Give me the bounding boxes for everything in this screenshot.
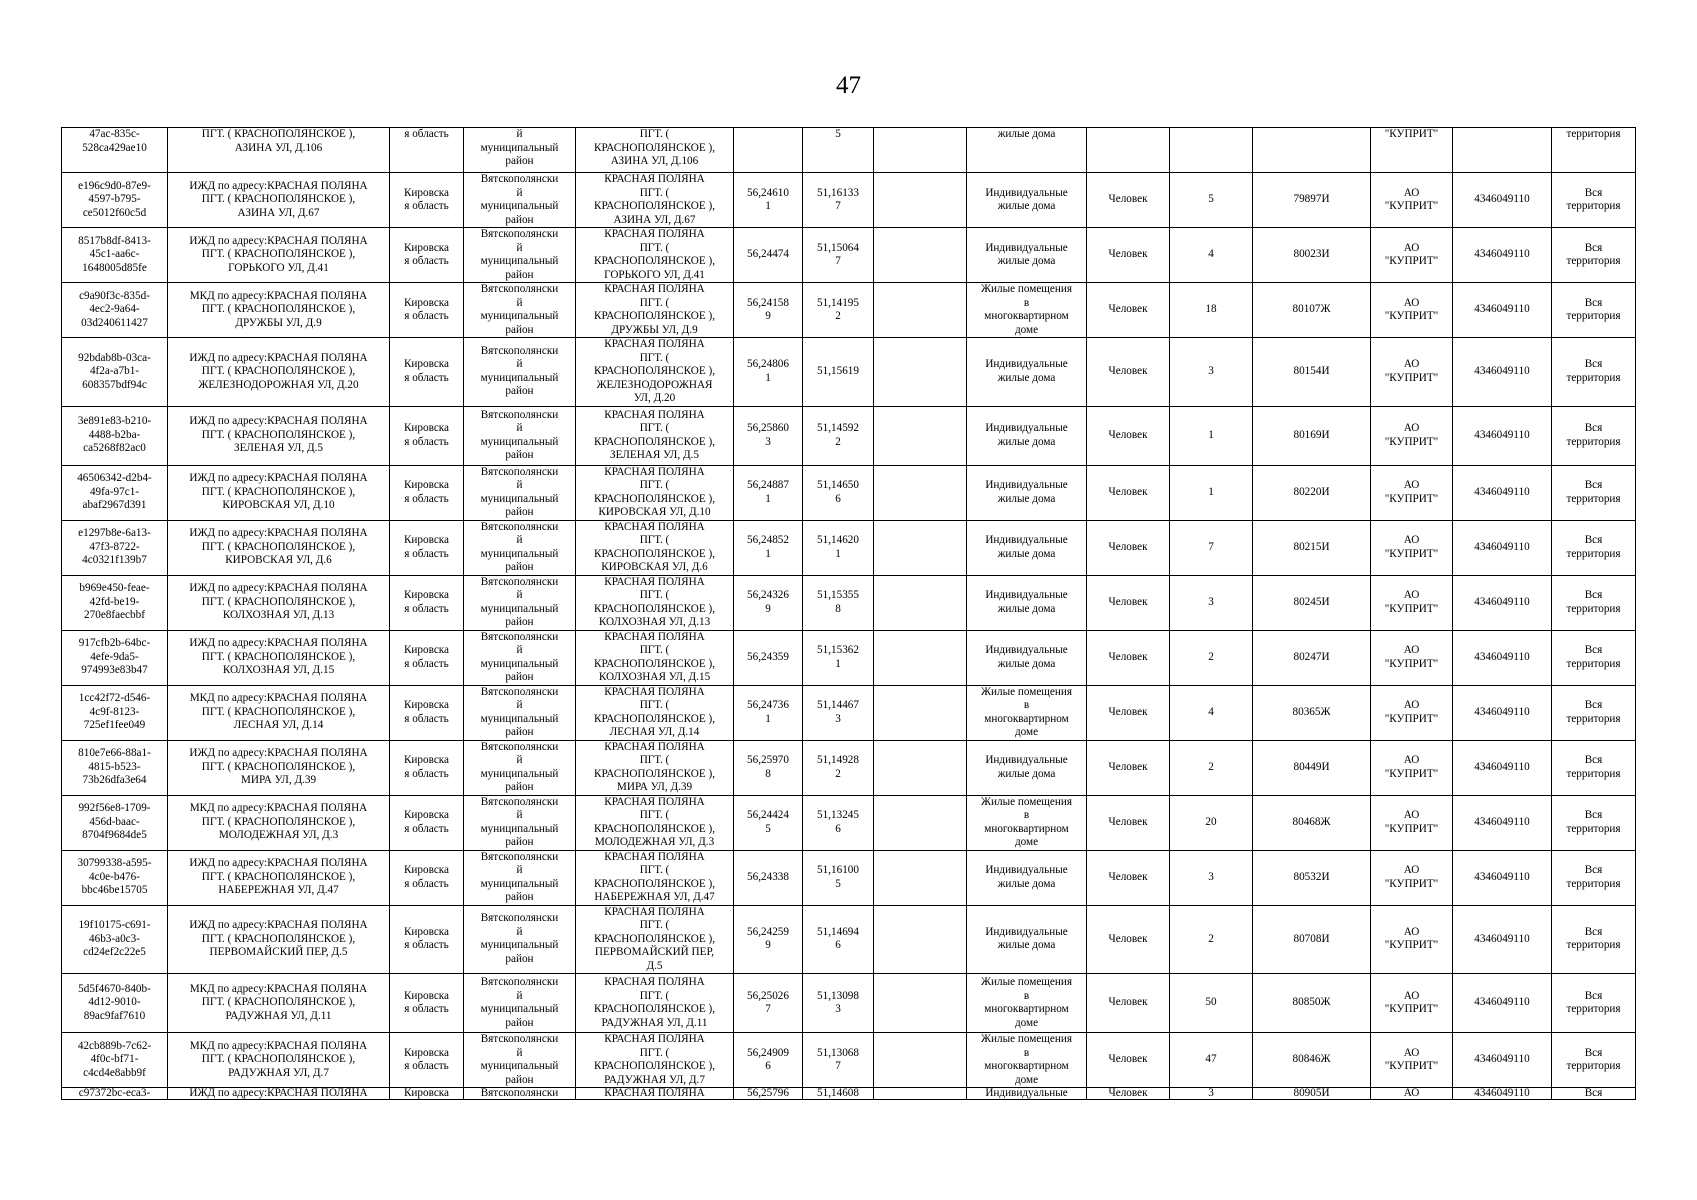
cell-inn: 4346049110 <box>1453 520 1552 575</box>
cell-territory: Вся территория <box>1552 740 1636 795</box>
cell-territory: Вся территория <box>1552 795 1636 850</box>
cell-code: 80220И <box>1253 465 1371 520</box>
cell-organization: АО "КУПРИТ" <box>1371 795 1453 850</box>
cell-count: 20 <box>1170 795 1253 850</box>
cell-address: КРАСНАЯ ПОЛЯНА ПГТ. ( КРАСНОПОЛЯНСКОЕ ), ЖЕЛЕЗНОДОРОЖНАЯ УЛ, Д.20 <box>576 338 734 407</box>
cell-region: Кировска я область <box>390 465 464 520</box>
cell-blank <box>874 1033 967 1088</box>
cell-address: КРАСНАЯ ПОЛЯНА <box>576 1088 734 1100</box>
cell-district: Вятскополянски й муниципальный район <box>464 283 576 338</box>
cell-region: Кировска я область <box>390 338 464 407</box>
cell-unit: Человек <box>1087 406 1170 465</box>
table-row <box>62 406 1636 465</box>
cell-object-type: жилые дома <box>967 128 1087 173</box>
cell-longitude: 51,13068 7 <box>803 1033 874 1088</box>
cell-blank <box>874 850 967 905</box>
cell-count: 2 <box>1170 630 1253 685</box>
cell-longitude: 51,16133 7 <box>803 173 874 228</box>
cell-organization: АО "КУПРИТ" <box>1371 740 1453 795</box>
cell-organization: АО "КУПРИТ" <box>1371 575 1453 630</box>
cell-inn: 4346049110 <box>1453 173 1552 228</box>
table-row <box>62 795 1636 850</box>
cell-record-id: e196c9d0-87e9- 4597-b795- ce5012f60c5d <box>62 173 168 228</box>
cell-blank <box>874 283 967 338</box>
table-row <box>62 1033 1636 1088</box>
table-row <box>62 228 1636 283</box>
cell-unit: Человек <box>1087 795 1170 850</box>
cell-code <box>1253 128 1371 173</box>
cell-latitude: 56,24610 1 <box>734 173 803 228</box>
cell-count: 1 <box>1170 406 1253 465</box>
cell-inn: 4346049110 <box>1453 685 1552 740</box>
cell-territory: Вся территория <box>1552 905 1636 974</box>
cell-latitude: 56,24158 9 <box>734 283 803 338</box>
cell-object-name: МКД по адресу:КРАСНАЯ ПОЛЯНА ПГТ. ( КРАСНОПОЛЯНСКОЕ ), ДРУЖБЫ УЛ, Д.9 <box>168 283 390 338</box>
cell-territory: Вся территория <box>1552 630 1636 685</box>
cell-record-id: 992f56e8-1709- 456d-baac- 8704f9684de5 <box>62 795 168 850</box>
cell-territory: Вся территория <box>1552 338 1636 407</box>
cell-blank <box>874 128 967 173</box>
cell-territory: Вся территория <box>1552 465 1636 520</box>
cell-object-name: ИЖД по адресу:КРАСНАЯ ПОЛЯНА ПГТ. ( КРАСНОПОЛЯНСКОЕ ), КОЛХОЗНАЯ УЛ, Д.13 <box>168 575 390 630</box>
cell-code: 80169И <box>1253 406 1371 465</box>
cell-longitude: 51,14195 2 <box>803 283 874 338</box>
cell-unit: Человек <box>1087 1033 1170 1088</box>
cell-unit: Человек <box>1087 1088 1170 1100</box>
cell-inn: 4346049110 <box>1453 740 1552 795</box>
cell-blank <box>874 974 967 1033</box>
cell-latitude: 56,24736 1 <box>734 685 803 740</box>
table-row <box>62 740 1636 795</box>
cell-district: Вятскополянски й муниципальный район <box>464 1033 576 1088</box>
cell-object-name: МКД по адресу:КРАСНАЯ ПОЛЯНА ПГТ. ( КРАСНОПОЛЯНСКОЕ ), ЛЕСНАЯ УЛ, Д.14 <box>168 685 390 740</box>
cell-object-type: Жилые помещения в многоквартирном доме <box>967 283 1087 338</box>
cell-address: КРАСНАЯ ПОЛЯНА ПГТ. ( КРАСНОПОЛЯНСКОЕ ), ЗЕЛЕНАЯ УЛ, Д.5 <box>576 406 734 465</box>
cell-latitude: 56,24359 <box>734 630 803 685</box>
cell-object-type: Индивидуальные жилые дома <box>967 630 1087 685</box>
cell-region: Кировска я область <box>390 520 464 575</box>
cell-code: 80365Ж <box>1253 685 1371 740</box>
cell-inn: 4346049110 <box>1453 283 1552 338</box>
cell-territory: Вся территория <box>1552 283 1636 338</box>
cell-object-name: ИЖД по адресу:КРАСНАЯ ПОЛЯНА ПГТ. ( КРАСНОПОЛЯНСКОЕ ), ГОРЬКОГО УЛ, Д.41 <box>168 228 390 283</box>
cell-blank <box>874 520 967 575</box>
cell-record-id: b969e450-feae- 42fd-be19- 270e8faecbbf <box>62 575 168 630</box>
cell-count: 3 <box>1170 1088 1253 1100</box>
cell-unit: Человек <box>1087 283 1170 338</box>
cell-address: КРАСНАЯ ПОЛЯНА ПГТ. ( КРАСНОПОЛЯНСКОЕ ), НАБЕРЕЖНАЯ УЛ, Д.47 <box>576 850 734 905</box>
page-number: 47 <box>836 72 861 99</box>
cell-inn: 4346049110 <box>1453 1088 1552 1100</box>
cell-territory: Вся <box>1552 1088 1636 1100</box>
cell-object-name: ИЖД по адресу:КРАСНАЯ ПОЛЯНА ПГТ. ( КРАСНОПОЛЯНСКОЕ ), КИРОВСКАЯ УЛ, Д.6 <box>168 520 390 575</box>
cell-unit: Человек <box>1087 630 1170 685</box>
cell-object-name: ИЖД по адресу:КРАСНАЯ ПОЛЯНА ПГТ. ( КРАСНОПОЛЯНСКОЕ ), КОЛХОЗНАЯ УЛ, Д.15 <box>168 630 390 685</box>
cell-count: 18 <box>1170 283 1253 338</box>
cell-organization: АО "КУПРИТ" <box>1371 406 1453 465</box>
cell-region: Кировска я область <box>390 685 464 740</box>
cell-object-name: ИЖД по адресу:КРАСНАЯ ПОЛЯНА ПГТ. ( КРАСНОПОЛЯНСКОЕ ), АЗИНА УЛ, Д.67 <box>168 173 390 228</box>
cell-organization: АО "КУПРИТ" <box>1371 850 1453 905</box>
cell-organization: АО "КУПРИТ" <box>1371 1033 1453 1088</box>
cell-object-name: ПГТ. ( КРАСНОПОЛЯНСКОЕ ), АЗИНА УЛ, Д.106 <box>168 128 390 173</box>
table-row <box>62 173 1636 228</box>
cell-address: КРАСНАЯ ПОЛЯНА ПГТ. ( КРАСНОПОЛЯНСКОЕ ), ЛЕСНАЯ УЛ, Д.14 <box>576 685 734 740</box>
cell-count <box>1170 128 1253 173</box>
cell-count: 4 <box>1170 685 1253 740</box>
cell-count: 50 <box>1170 974 1253 1033</box>
cell-blank <box>874 228 967 283</box>
cell-blank <box>874 465 967 520</box>
table-row <box>62 283 1636 338</box>
cell-unit: Человек <box>1087 850 1170 905</box>
cell-inn: 4346049110 <box>1453 406 1552 465</box>
cell-unit: Человек <box>1087 974 1170 1033</box>
cell-object-type: Жилые помещения в многоквартирном доме <box>967 1033 1087 1088</box>
cell-organization: АО "КУПРИТ" <box>1371 465 1453 520</box>
cell-record-id: 810e7e66-88a1- 4815-b523- 73b26dfa3e64 <box>62 740 168 795</box>
cell-object-type: Жилые помещения в многоквартирном доме <box>967 685 1087 740</box>
cell-blank <box>874 685 967 740</box>
cell-address: КРАСНАЯ ПОЛЯНА ПГТ. ( КРАСНОПОЛЯНСКОЕ ), ГОРЬКОГО УЛ, Д.41 <box>576 228 734 283</box>
cell-district: Вятскополянски й муниципальный район <box>464 850 576 905</box>
cell-record-id: c9a90f3c-835d- 4ec2-9a64- 03d240611427 <box>62 283 168 338</box>
cell-unit: Человек <box>1087 173 1170 228</box>
cell-region: Кировска я область <box>390 1033 464 1088</box>
cell-object-type: Индивидуальные жилые дома <box>967 850 1087 905</box>
table-row <box>62 630 1636 685</box>
cell-record-id: 917cfb2b-64bc- 4efe-9da5- 974993e83b47 <box>62 630 168 685</box>
cell-count: 3 <box>1170 575 1253 630</box>
cell-region: Кировска я область <box>390 905 464 974</box>
cell-blank <box>874 173 967 228</box>
cell-inn: 4346049110 <box>1453 905 1552 974</box>
cell-district: Вятскополянски й муниципальный район <box>464 905 576 974</box>
cell-address: КРАСНАЯ ПОЛЯНА ПГТ. ( КРАСНОПОЛЯНСКОЕ ), КОЛХОЗНАЯ УЛ, Д.15 <box>576 630 734 685</box>
cell-blank <box>874 575 967 630</box>
cell-longitude: 51,15064 7 <box>803 228 874 283</box>
cell-record-id: 19f10175-c691- 46b3-a0c3- cd24ef2c22e5 <box>62 905 168 974</box>
cell-district: Вятскополянски й муниципальный район <box>464 338 576 407</box>
cell-object-name: ИЖД по адресу:КРАСНАЯ ПОЛЯНА <box>168 1088 390 1100</box>
cell-region: Кировска <box>390 1088 464 1100</box>
cell-latitude: 56,24806 1 <box>734 338 803 407</box>
cell-object-type: Индивидуальные жилые дома <box>967 406 1087 465</box>
cell-latitude: 56,25026 7 <box>734 974 803 1033</box>
cell-territory: Вся территория <box>1552 173 1636 228</box>
cell-record-id: 42cb889b-7c62- 4f0c-bf71- c4cd4e8abb9f <box>62 1033 168 1088</box>
cell-address: КРАСНАЯ ПОЛЯНА ПГТ. ( КРАСНОПОЛЯНСКОЕ ), МИРА УЛ, Д.39 <box>576 740 734 795</box>
cell-district: Вятскополянски й муниципальный район <box>464 575 576 630</box>
cell-longitude: 51,15355 8 <box>803 575 874 630</box>
cell-organization: АО "КУПРИТ" <box>1371 905 1453 974</box>
cell-region: Кировска я область <box>390 795 464 850</box>
cell-count: 47 <box>1170 1033 1253 1088</box>
table-row-partial-top <box>62 128 1636 173</box>
table-row <box>62 685 1636 740</box>
table-row <box>62 974 1636 1033</box>
cell-territory: Вся территория <box>1552 406 1636 465</box>
cell-organization: АО "КУПРИТ" <box>1371 173 1453 228</box>
cell-unit: Человек <box>1087 465 1170 520</box>
cell-latitude: 56,24326 9 <box>734 575 803 630</box>
cell-code: 80107Ж <box>1253 283 1371 338</box>
cell-object-type: Индивидуальные жилые дома <box>967 465 1087 520</box>
cell-territory: Вся территория <box>1552 685 1636 740</box>
cell-region: Кировска я область <box>390 850 464 905</box>
cell-inn: 4346049110 <box>1453 850 1552 905</box>
cell-region: Кировска я область <box>390 173 464 228</box>
cell-record-id: 47ac-835c- 528ca429ae10 <box>62 128 168 173</box>
cell-code: 80023И <box>1253 228 1371 283</box>
cell-district: й муниципальный район <box>464 128 576 173</box>
cell-region: Кировска я область <box>390 974 464 1033</box>
cell-region: Кировска я область <box>390 283 464 338</box>
cell-address: КРАСНАЯ ПОЛЯНА ПГТ. ( КРАСНОПОЛЯНСКОЕ ), КИРОВСКАЯ УЛ, Д.10 <box>576 465 734 520</box>
cell-code: 80846Ж <box>1253 1033 1371 1088</box>
cell-object-type: Индивидуальные жилые дома <box>967 173 1087 228</box>
cell-count: 3 <box>1170 850 1253 905</box>
cell-record-id: 1cc42f72-d546- 4c9f-8123- 725ef1fee049 <box>62 685 168 740</box>
cell-organization: АО "КУПРИТ" <box>1371 283 1453 338</box>
cell-blank <box>874 338 967 407</box>
cell-blank <box>874 740 967 795</box>
cell-address: КРАСНАЯ ПОЛЯНА ПГТ. ( КРАСНОПОЛЯНСКОЕ ), КОЛХОЗНАЯ УЛ, Д.13 <box>576 575 734 630</box>
table-row <box>62 850 1636 905</box>
cell-organization: АО "КУПРИТ" <box>1371 520 1453 575</box>
cell-object-name: ИЖД по адресу:КРАСНАЯ ПОЛЯНА ПГТ. ( КРАСНОПОЛЯНСКОЕ ), ПЕРВОМАЙСКИЙ ПЕР, Д.5 <box>168 905 390 974</box>
cell-latitude: 56,25860 3 <box>734 406 803 465</box>
cell-district: Вятскополянски й муниципальный район <box>464 228 576 283</box>
cell-district: Вятскополянски й муниципальный район <box>464 520 576 575</box>
cell-record-id: 46506342-d2b4- 49fa-97c1- abaf2967d391 <box>62 465 168 520</box>
cell-object-type: Жилые помещения в многоквартирном доме <box>967 795 1087 850</box>
cell-count: 2 <box>1170 905 1253 974</box>
cell-record-id: 8517b8df-8413- 45c1-aa6c- 1648005d85fe <box>62 228 168 283</box>
cell-code: 79897И <box>1253 173 1371 228</box>
cell-organization: "КУПРИТ" <box>1371 128 1453 173</box>
cell-territory: Вся территория <box>1552 228 1636 283</box>
cell-latitude: 56,24887 1 <box>734 465 803 520</box>
cell-organization: АО <box>1371 1088 1453 1100</box>
cell-inn: 4346049110 <box>1453 974 1552 1033</box>
cell-inn: 4346049110 <box>1453 630 1552 685</box>
cell-longitude: 51,16100 5 <box>803 850 874 905</box>
cell-unit: Человек <box>1087 228 1170 283</box>
cell-object-type: Индивидуальные жилые дома <box>967 905 1087 974</box>
cell-region: Кировска я область <box>390 575 464 630</box>
cell-organization: АО "КУПРИТ" <box>1371 630 1453 685</box>
cell-object-name: МКД по адресу:КРАСНАЯ ПОЛЯНА ПГТ. ( КРАСНОПОЛЯНСКОЕ ), РАДУЖНАЯ УЛ, Д.11 <box>168 974 390 1033</box>
cell-address: КРАСНАЯ ПОЛЯНА ПГТ. ( КРАСНОПОЛЯНСКОЕ ), ПЕРВОМАЙСКИЙ ПЕР, Д.5 <box>576 905 734 974</box>
cell-latitude: 56,25970 8 <box>734 740 803 795</box>
cell-address: КРАСНАЯ ПОЛЯНА ПГТ. ( КРАСНОПОЛЯНСКОЕ ), АЗИНА УЛ, Д.67 <box>576 173 734 228</box>
cell-organization: АО "КУПРИТ" <box>1371 338 1453 407</box>
cell-record-id: 3e891e83-b210- 4488-b2ba- ca5268f82ac0 <box>62 406 168 465</box>
cell-district: Вятскополянски й муниципальный район <box>464 740 576 795</box>
cell-latitude: 56,24338 <box>734 850 803 905</box>
cell-region: Кировска я область <box>390 630 464 685</box>
cell-territory: Вся территория <box>1552 1033 1636 1088</box>
cell-longitude: 51,14620 1 <box>803 520 874 575</box>
cell-count: 7 <box>1170 520 1253 575</box>
cell-latitude: 56,25796 <box>734 1088 803 1100</box>
cell-territory: Вся территория <box>1552 520 1636 575</box>
cell-unit <box>1087 128 1170 173</box>
cell-unit: Человек <box>1087 740 1170 795</box>
cell-count: 1 <box>1170 465 1253 520</box>
cell-code: 80245И <box>1253 575 1371 630</box>
cell-object-name: МКД по адресу:КРАСНАЯ ПОЛЯНА ПГТ. ( КРАСНОПОЛЯНСКОЕ ), РАДУЖНАЯ УЛ, Д.7 <box>168 1033 390 1088</box>
cell-inn: 4346049110 <box>1453 228 1552 283</box>
cell-region: Кировска я область <box>390 406 464 465</box>
cell-longitude: 5 <box>803 128 874 173</box>
cell-territory: Вся территория <box>1552 575 1636 630</box>
cell-unit: Человек <box>1087 905 1170 974</box>
table-row <box>62 520 1636 575</box>
cell-longitude: 51,14592 2 <box>803 406 874 465</box>
cell-district: Вятскополянски й муниципальный район <box>464 173 576 228</box>
cell-object-name: ИЖД по адресу:КРАСНАЯ ПОЛЯНА ПГТ. ( КРАСНОПОЛЯНСКОЕ ), МИРА УЛ, Д.39 <box>168 740 390 795</box>
cell-code: 80247И <box>1253 630 1371 685</box>
cell-record-id: 92bdab8b-03ca- 4f2a-a7b1- 608357bdf94c <box>62 338 168 407</box>
table-row <box>62 905 1636 974</box>
cell-unit: Человек <box>1087 338 1170 407</box>
cell-longitude: 51,14467 3 <box>803 685 874 740</box>
cell-latitude: 56,24852 1 <box>734 520 803 575</box>
cell-code: 80850Ж <box>1253 974 1371 1033</box>
cell-territory: территория <box>1552 128 1636 173</box>
cell-organization: АО "КУПРИТ" <box>1371 228 1453 283</box>
cell-longitude: 51,13098 3 <box>803 974 874 1033</box>
cell-region: я область <box>390 128 464 173</box>
registry-table <box>61 127 1636 1100</box>
cell-object-name: ИЖД по адресу:КРАСНАЯ ПОЛЯНА ПГТ. ( КРАСНОПОЛЯНСКОЕ ), КИРОВСКАЯ УЛ, Д.10 <box>168 465 390 520</box>
cell-longitude: 51,15619 <box>803 338 874 407</box>
cell-latitude: 56,24259 9 <box>734 905 803 974</box>
cell-organization: АО "КУПРИТ" <box>1371 685 1453 740</box>
cell-count: 3 <box>1170 338 1253 407</box>
cell-region: Кировска я область <box>390 740 464 795</box>
cell-object-name: МКД по адресу:КРАСНАЯ ПОЛЯНА ПГТ. ( КРАСНОПОЛЯНСКОЕ ), МОЛОДЕЖНАЯ УЛ, Д.3 <box>168 795 390 850</box>
cell-inn: 4346049110 <box>1453 465 1552 520</box>
cell-blank <box>874 1088 967 1100</box>
cell-code: 80154И <box>1253 338 1371 407</box>
cell-district: Вятскополянски й муниципальный район <box>464 795 576 850</box>
cell-object-type: Индивидуальные жилые дома <box>967 740 1087 795</box>
cell-latitude <box>734 128 803 173</box>
cell-inn: 4346049110 <box>1453 575 1552 630</box>
cell-inn: 4346049110 <box>1453 1033 1552 1088</box>
cell-address: КРАСНАЯ ПОЛЯНА ПГТ. ( КРАСНОПОЛЯНСКОЕ ), МОЛОДЕЖНАЯ УЛ, Д.3 <box>576 795 734 850</box>
cell-count: 5 <box>1170 173 1253 228</box>
cell-blank <box>874 795 967 850</box>
cell-longitude: 51,14608 <box>803 1088 874 1100</box>
cell-object-name: ИЖД по адресу:КРАСНАЯ ПОЛЯНА ПГТ. ( КРАСНОПОЛЯНСКОЕ ), ЖЕЛЕЗНОДОРОЖНАЯ УЛ, Д.20 <box>168 338 390 407</box>
cell-address: КРАСНАЯ ПОЛЯНА ПГТ. ( КРАСНОПОЛЯНСКОЕ ), ДРУЖБЫ УЛ, Д.9 <box>576 283 734 338</box>
cell-unit: Человек <box>1087 685 1170 740</box>
cell-address: ПГТ. ( КРАСНОПОЛЯНСКОЕ ), АЗИНА УЛ, Д.106 <box>576 128 734 173</box>
cell-longitude: 51,13245 6 <box>803 795 874 850</box>
cell-object-type: Индивидуальные жилые дома <box>967 338 1087 407</box>
cell-count: 4 <box>1170 228 1253 283</box>
cell-address: КРАСНАЯ ПОЛЯНА ПГТ. ( КРАСНОПОЛЯНСКОЕ ), КИРОВСКАЯ УЛ, Д.6 <box>576 520 734 575</box>
cell-district: Вятскополянски й муниципальный район <box>464 406 576 465</box>
cell-district: Вятскополянски <box>464 1088 576 1100</box>
cell-inn: 4346049110 <box>1453 795 1552 850</box>
cell-territory: Вся территория <box>1552 974 1636 1033</box>
cell-record-id: 5d5f4670-840b- 4d12-9010- 89ac9faf7610 <box>62 974 168 1033</box>
cell-territory: Вся территория <box>1552 850 1636 905</box>
cell-address: КРАСНАЯ ПОЛЯНА ПГТ. ( КРАСНОПОЛЯНСКОЕ ), РАДУЖНАЯ УЛ, Д.11 <box>576 974 734 1033</box>
cell-longitude: 51,14928 2 <box>803 740 874 795</box>
cell-code: 80905И <box>1253 1088 1371 1100</box>
cell-code: 80532И <box>1253 850 1371 905</box>
cell-object-type: Индивидуальные жилые дома <box>967 575 1087 630</box>
cell-district: Вятскополянски й муниципальный район <box>464 630 576 685</box>
cell-latitude: 56,24909 6 <box>734 1033 803 1088</box>
cell-record-id: e1297b8e-6a13- 47f3-8722- 4c0321f139b7 <box>62 520 168 575</box>
cell-unit: Человек <box>1087 520 1170 575</box>
table-row <box>62 575 1636 630</box>
cell-record-id: 30799338-a595- 4c0e-b476- bbc46be15705 <box>62 850 168 905</box>
cell-code: 80708И <box>1253 905 1371 974</box>
table-row-partial-bottom <box>62 1088 1636 1100</box>
cell-object-name: ИЖД по адресу:КРАСНАЯ ПОЛЯНА ПГТ. ( КРАСНОПОЛЯНСКОЕ ), НАБЕРЕЖНАЯ УЛ, Д.47 <box>168 850 390 905</box>
cell-inn <box>1453 128 1552 173</box>
cell-object-name: ИЖД по адресу:КРАСНАЯ ПОЛЯНА ПГТ. ( КРАСНОПОЛЯНСКОЕ ), ЗЕЛЕНАЯ УЛ, Д.5 <box>168 406 390 465</box>
cell-blank <box>874 406 967 465</box>
cell-latitude: 56,24474 <box>734 228 803 283</box>
cell-longitude: 51,15362 1 <box>803 630 874 685</box>
cell-region: Кировска я область <box>390 228 464 283</box>
cell-count: 2 <box>1170 740 1253 795</box>
cell-object-type: Индивидуальные жилые дома <box>967 520 1087 575</box>
cell-district: Вятскополянски й муниципальный район <box>464 974 576 1033</box>
cell-code: 80449И <box>1253 740 1371 795</box>
cell-organization: АО "КУПРИТ" <box>1371 974 1453 1033</box>
cell-blank <box>874 630 967 685</box>
cell-object-type: Индивидуальные жилые дома <box>967 228 1087 283</box>
cell-inn: 4346049110 <box>1453 338 1552 407</box>
cell-blank <box>874 905 967 974</box>
cell-longitude: 51,14694 6 <box>803 905 874 974</box>
cell-latitude: 56,24424 5 <box>734 795 803 850</box>
cell-record-id: c97372bc-eca3- <box>62 1088 168 1100</box>
cell-object-type: Жилые помещения в многоквартирном доме <box>967 974 1087 1033</box>
cell-code: 80468Ж <box>1253 795 1371 850</box>
cell-longitude: 51,14650 6 <box>803 465 874 520</box>
table-row <box>62 465 1636 520</box>
cell-district: Вятскополянски й муниципальный район <box>464 685 576 740</box>
cell-object-type: Индивидуальные <box>967 1088 1087 1100</box>
cell-code: 80215И <box>1253 520 1371 575</box>
cell-district: Вятскополянски й муниципальный район <box>464 465 576 520</box>
cell-unit: Человек <box>1087 575 1170 630</box>
table-row <box>62 338 1636 407</box>
cell-address: КРАСНАЯ ПОЛЯНА ПГТ. ( КРАСНОПОЛЯНСКОЕ ), РАДУЖНАЯ УЛ, Д.7 <box>576 1033 734 1088</box>
